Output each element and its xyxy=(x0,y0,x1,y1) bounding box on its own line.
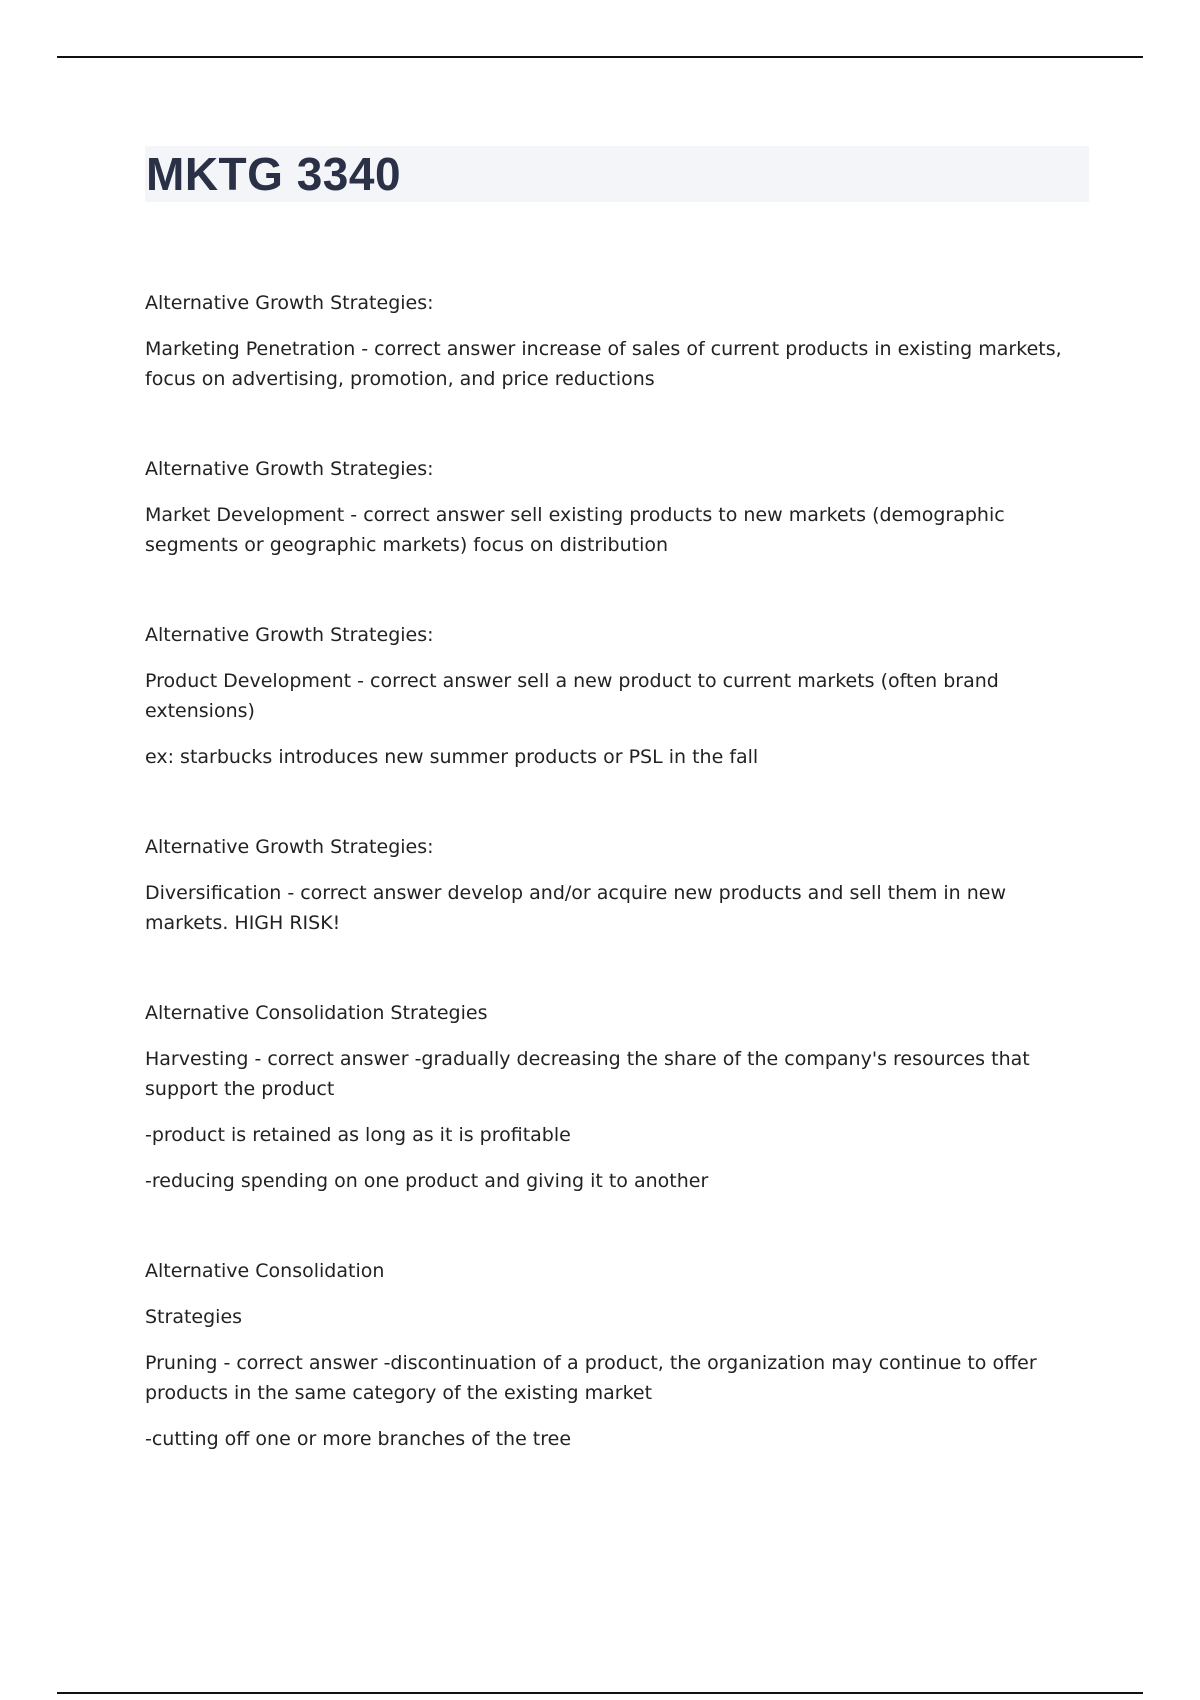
entry-heading: Alternative Growth Strategies: xyxy=(145,458,434,480)
flashcard-entry xyxy=(145,998,1085,1196)
entry-extra-line: -reducing spending on one product and giving it to another xyxy=(145,1170,709,1192)
entry-heading: Alternative Consolidation Strategies xyxy=(145,1002,488,1024)
entry-heading-continued: Strategies xyxy=(145,1306,243,1328)
document-body xyxy=(145,288,1085,1470)
entry-extra-line: -product is retained as long as it is profitable xyxy=(145,1124,571,1146)
entry-extra-line: ex: starbucks introduces new summer products or PSL in the fall xyxy=(145,746,759,768)
flashcard-entry xyxy=(145,1256,1085,1454)
entry-answer: Diversification - correct answer develop and/or acquire new products and sell them in new markets. HIGH RISK! xyxy=(145,882,1007,934)
entry-answer: Product Development - correct answer sell a new product to current markets (often brand extensions) xyxy=(145,670,999,722)
entry-answer: Harvesting - correct answer -gradually decreasing the share of the company's resources that support the product xyxy=(145,1048,1030,1100)
flashcard-entry xyxy=(145,454,1085,560)
entry-heading: Alternative Growth Strategies: xyxy=(145,624,434,646)
entry-heading: Alternative Consolidation xyxy=(145,1260,385,1282)
entry-answer: Pruning - correct answer -discontinuation of a product, the organization may continue to offer products in the same category of the existing market xyxy=(145,1352,1037,1404)
flashcard-entry xyxy=(145,620,1085,772)
entry-answer: Marketing Penetration - correct answer increase of sales of current products in existing markets, focus on advertising, promotion, and price reductions xyxy=(145,338,1062,390)
top-rule xyxy=(57,56,1143,58)
document-title: MKTG 3340 xyxy=(146,148,402,200)
entry-extra-line: -cutting off one or more branches of the tree xyxy=(145,1428,572,1450)
flashcard-entry xyxy=(145,832,1085,938)
entry-answer: Market Development - correct answer sell existing products to new markets (demographic segments or geographic markets) focus on distribution xyxy=(145,504,1005,556)
flashcard-entry xyxy=(145,288,1085,394)
entry-heading: Alternative Growth Strategies: xyxy=(145,836,434,858)
bottom-rule xyxy=(57,1692,1143,1694)
entry-heading: Alternative Growth Strategies: xyxy=(145,292,434,314)
